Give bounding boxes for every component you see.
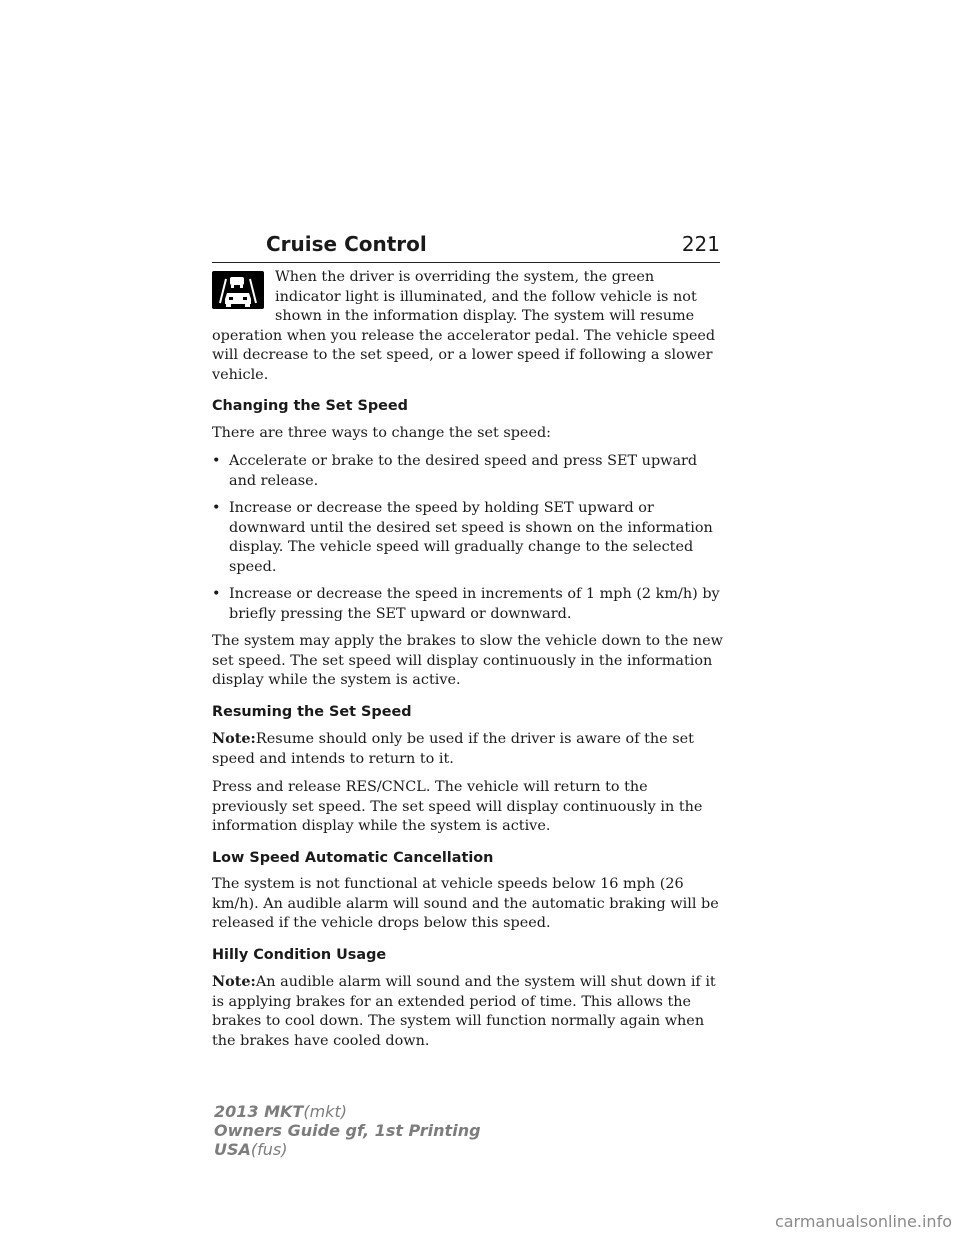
list-item-text: Increase or decrease the speed by holding SET upward or downward until the desired set speed is shown on the information display. The vehicle speed will gradually change to the selected speed. — [229, 500, 713, 575]
footer-region-code: (fus) — [250, 1140, 288, 1159]
footer-model-code: (mkt) — [303, 1102, 347, 1121]
note-text: An audible alarm will sound and the system will shut down if it is applying brakes for an extended period of time. This allows the brakes to cool down. The system will function normally again when the brakes have cooled down. — [212, 974, 716, 1049]
heading-low-speed-cancellation: Low Speed Automatic Cancellation — [212, 849, 494, 866]
page-number: 221 — [681, 232, 720, 256]
section-title: Cruise Control — [266, 232, 427, 256]
watermark: carmanualsonline.info — [774, 1212, 952, 1231]
footer-model: 2013 MKT — [214, 1102, 304, 1121]
resuming-body: Press and release RES/CNCL. The vehicle will return to the previously set speed. The set speed will display continuously in the information display while the system is active. — [212, 779, 703, 834]
footer-line-model — [214, 1102, 481, 1121]
heading-hilly-condition: Hilly Condition Usage — [212, 946, 387, 963]
hilly-note — [212, 972, 724, 1051]
list-item — [212, 452, 724, 491]
footer-region: USA — [214, 1140, 251, 1159]
intro-paragraph — [212, 268, 724, 385]
bullet-icon: • — [212, 453, 221, 469]
heading-resuming-set-speed: Resuming the Set Speed — [212, 703, 412, 720]
bullet-icon: • — [212, 500, 221, 516]
bullet-icon: • — [212, 586, 221, 602]
footer-line-guide: Owners Guide gf, 1st Printing — [214, 1121, 481, 1140]
document-footer — [214, 1102, 481, 1159]
list-item-text: Increase or decrease the speed in increments of 1 mph (2 km/h) by briefly pressing the SET upward or downward. — [229, 586, 720, 622]
note-label: Note: — [212, 730, 256, 747]
adaptive-cruise-follow-vehicle-icon — [212, 271, 264, 309]
heading-changing-set-speed: Changing the Set Speed — [212, 398, 408, 414]
page-content — [212, 268, 724, 1060]
intro-text: When the driver is overriding the system, the green indicator light is illuminated, and the follow vehicle is not shown in the information display. The system will resume operation when you release the accelerator pedal. The vehicle speed will decrease to the set speed, or a lower speed if following a slower vehicle. — [212, 269, 716, 383]
changing-lead: There are three ways to change the set speed: — [212, 424, 552, 441]
list-item — [212, 585, 724, 624]
changing-after: The system may apply the brakes to slow the vehicle down to the new set speed. The set speed will display continuously in the information display while the system is active. — [212, 633, 723, 688]
list-item — [212, 499, 724, 577]
note-label: Note: — [212, 973, 256, 990]
low-speed-body: The system is not functional at vehicle speeds below 16 mph (26 km/h). An audible alarm will sound and the automatic braking will be released if the vehicle drops below this speed. — [212, 876, 719, 931]
note-text: Resume should only be used if the driver is aware of the set speed and intends to return to it. — [212, 731, 694, 767]
list-item-text: Accelerate or brake to the desired speed and press SET upward and release. — [229, 453, 698, 489]
footer-line-region — [214, 1140, 481, 1159]
page-header — [212, 228, 720, 263]
resuming-note — [212, 729, 724, 769]
